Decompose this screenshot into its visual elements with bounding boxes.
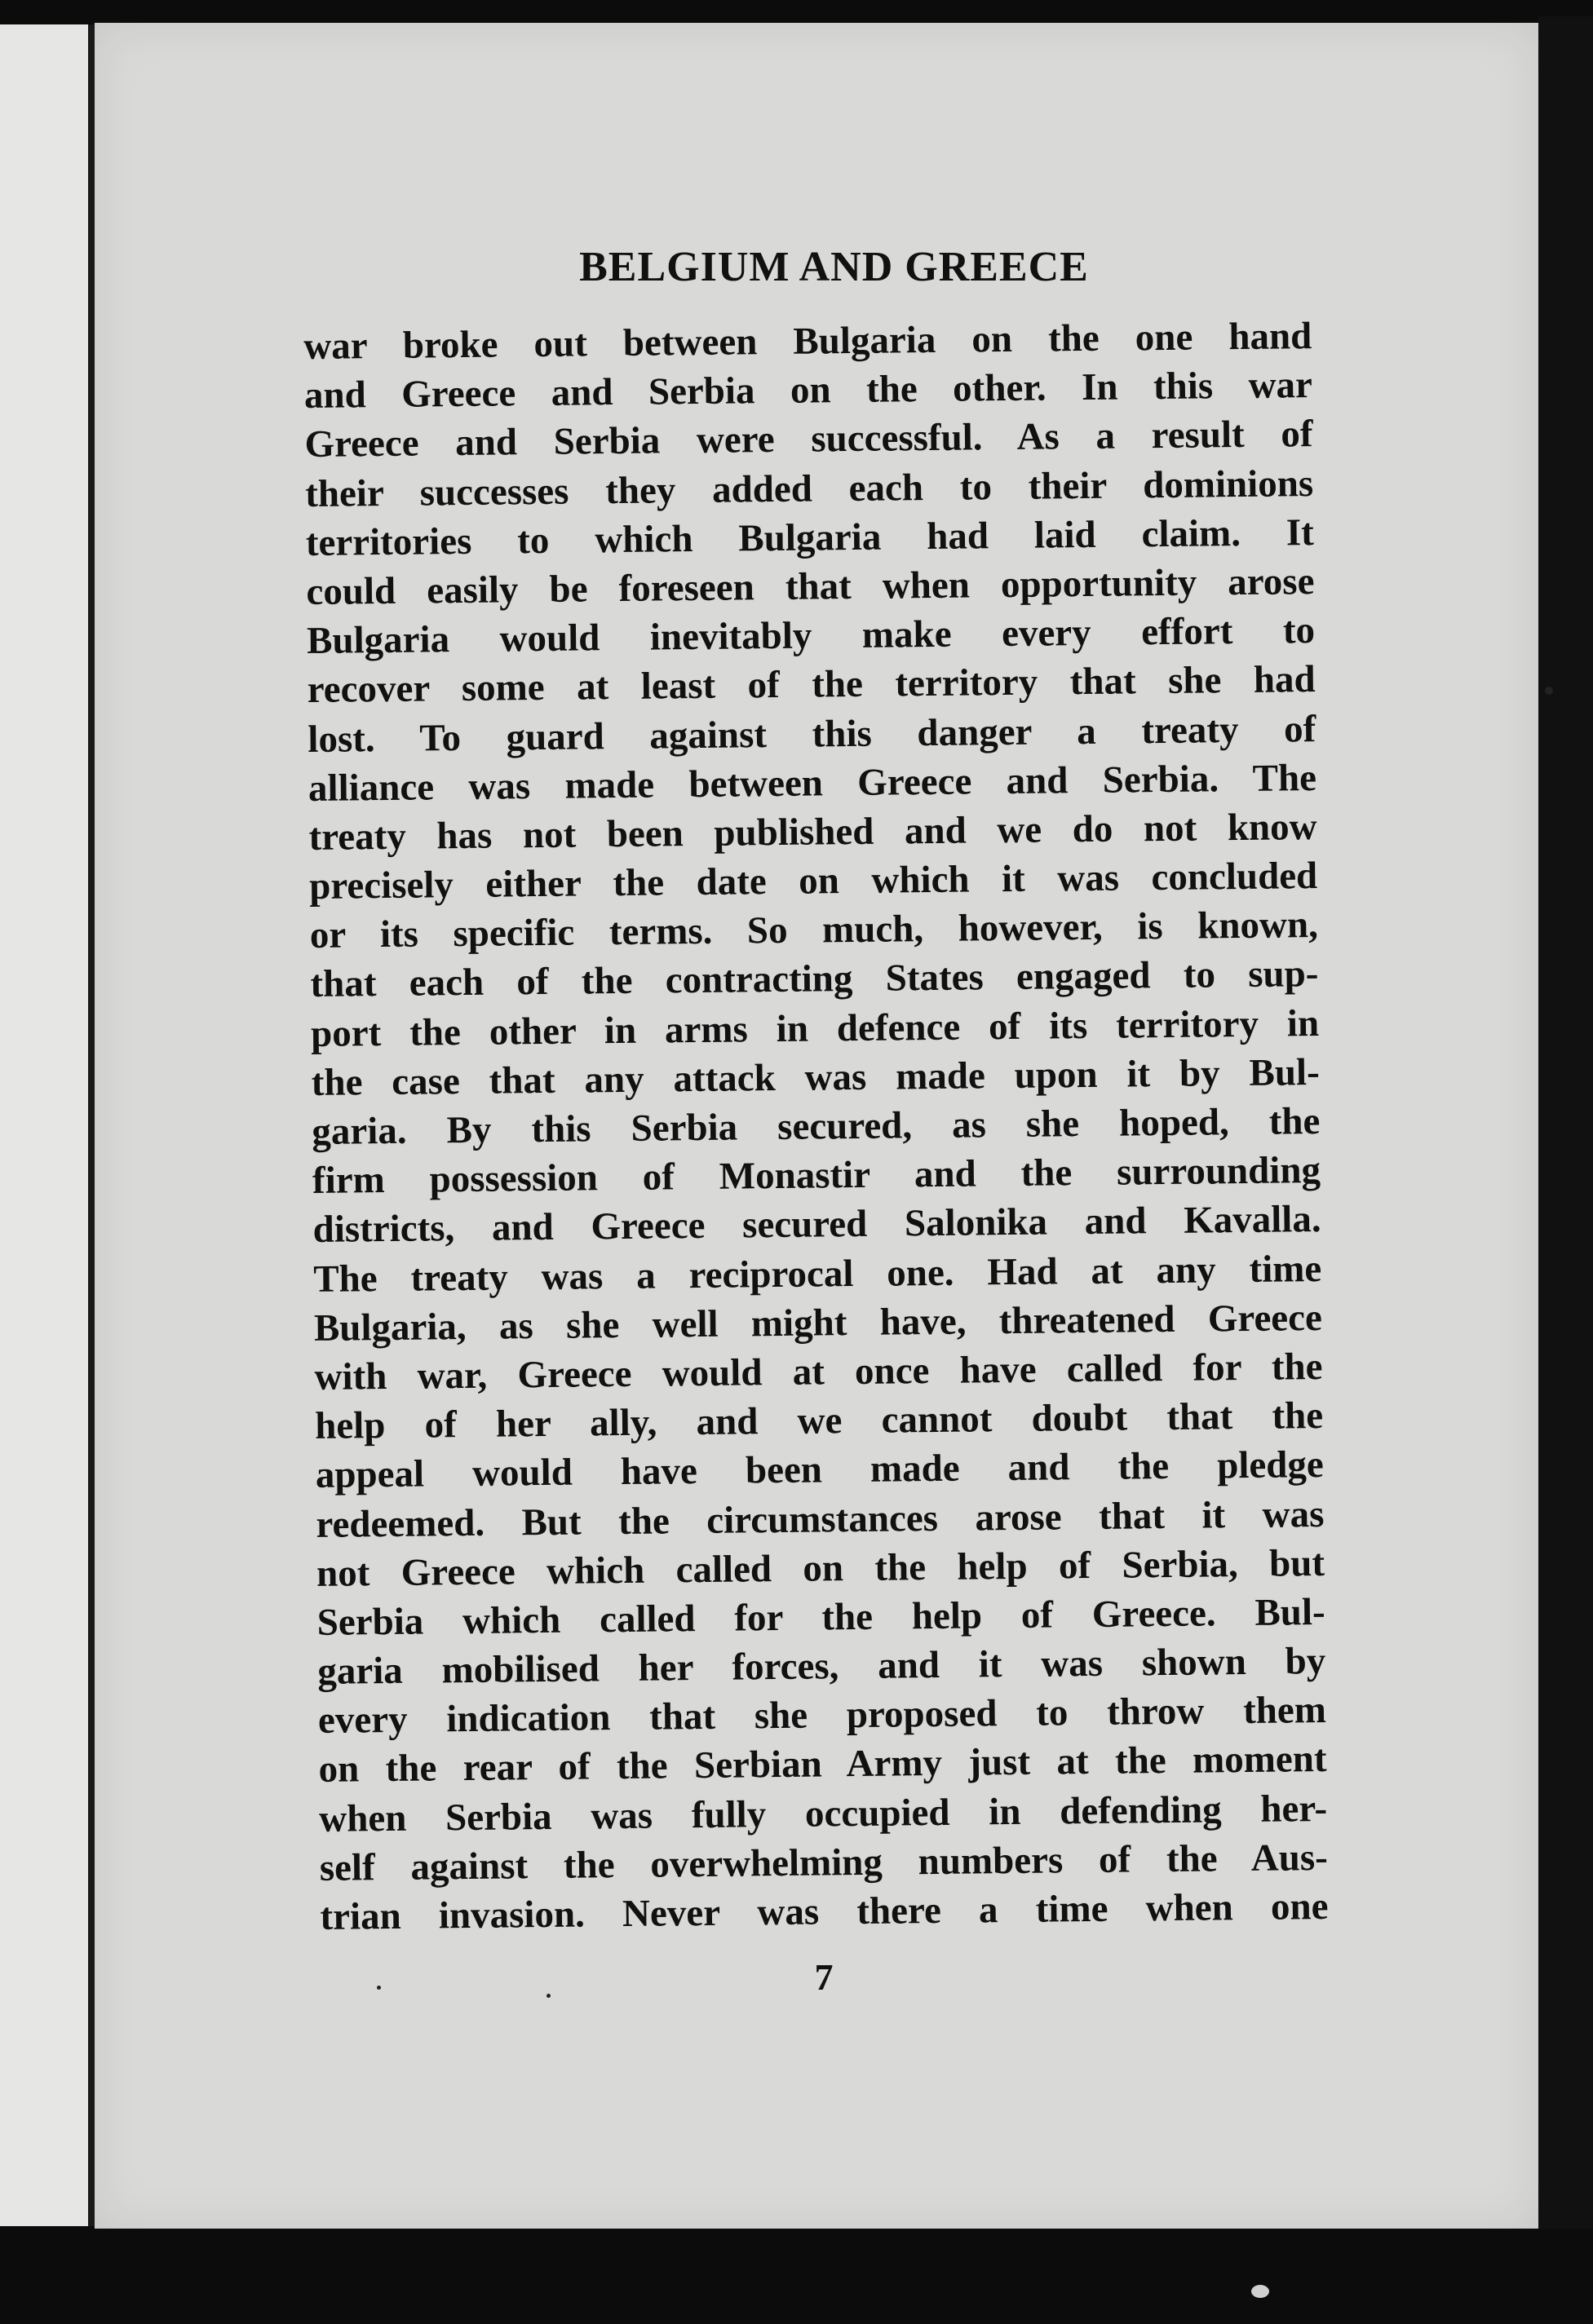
- text-line: firm possession of Monastir and the surrounding: [312, 1149, 1321, 1203]
- text-line: Greece and Serbia were successful. As a result of: [304, 413, 1313, 466]
- running-head: BELGIUM AND GREECE: [579, 244, 1089, 290]
- text-line: lost. To guard against this danger a treaty of: [308, 707, 1316, 761]
- body-text: [303, 311, 1329, 1942]
- scan-speck: [377, 1986, 381, 1990]
- text-line: and Greece and Serbia on the other. In this war: [303, 364, 1313, 418]
- text-line: with war, Greece would at once have called for the: [314, 1345, 1323, 1398]
- text-line: treaty has not been published and we do not know: [308, 805, 1317, 859]
- text-line: not Greece which called on the help of Serbia, but: [316, 1541, 1325, 1595]
- page-number: 7: [814, 1956, 834, 1998]
- scan-border-bottom: [0, 2229, 1593, 2324]
- text-line: on the rear of the Serbian Army just at the moment: [318, 1738, 1327, 1792]
- text-line: precisely either the date on which it was concluded: [308, 855, 1318, 908]
- text-line: war broke out between Bulgaria on the one hand: [303, 315, 1312, 368]
- text-line: port the other in arms in defence of its territory in: [310, 1001, 1320, 1055]
- scan-speck: [546, 1994, 551, 1998]
- text-line: districts, and Greece secured Salonika and Kavalla.: [312, 1198, 1321, 1252]
- text-line: when Serbia was fully occupied in defending her-: [318, 1787, 1328, 1840]
- book-spine-line: [88, 24, 95, 2226]
- text-line: self against the overwhelming numbers of the Aus-: [319, 1836, 1329, 1889]
- text-line: garia. By this Serbia secured, as she hoped, the: [312, 1100, 1321, 1153]
- text-line: Bulgaria, as she well might have, threatened Greece: [313, 1296, 1323, 1350]
- text-line: alliance was made between Greece and Serbia. The: [308, 756, 1317, 810]
- text-line: every indication that she proposed to throw them: [317, 1689, 1327, 1743]
- text-line: their successes they added each to their dominions: [304, 462, 1314, 515]
- text-line: the case that any attack was made upon it by Bul-: [311, 1050, 1320, 1104]
- text-line: trian invasion. Never was there a time when one: [320, 1884, 1329, 1938]
- text-line: appeal would have been made and the pledge: [315, 1443, 1325, 1497]
- scan-speck: [1251, 2285, 1269, 2298]
- text-line: Bulgaria would inevitably make every effort to: [306, 609, 1316, 663]
- scan-speck: [1545, 687, 1553, 695]
- facing-page-edge: [0, 24, 90, 2226]
- text-line: garia mobilised her forces, and it was shown by: [317, 1640, 1326, 1693]
- text-line: redeemed. But the circumstances arose that it was: [316, 1492, 1325, 1546]
- text-line: Serbia which called for the help of Greece. Bul-: [316, 1590, 1325, 1644]
- text-line: that each of the contracting States engaged to sup-: [310, 952, 1319, 1006]
- text-line: help of her ally, and we cannot doubt that the: [314, 1394, 1324, 1448]
- text-line: The treaty was a reciprocal one. Had at any time: [313, 1247, 1322, 1301]
- text-line: territories to which Bulgaria had laid claim. It: [305, 510, 1315, 564]
- text-line: recover some at least of the territory that she had: [307, 658, 1316, 712]
- text-line: could easily be foreseen that when opportunity arose: [306, 559, 1315, 613]
- text-line: or its specific terms. So much, however, is known,: [309, 904, 1319, 957]
- scan-border-right: [1538, 16, 1593, 2324]
